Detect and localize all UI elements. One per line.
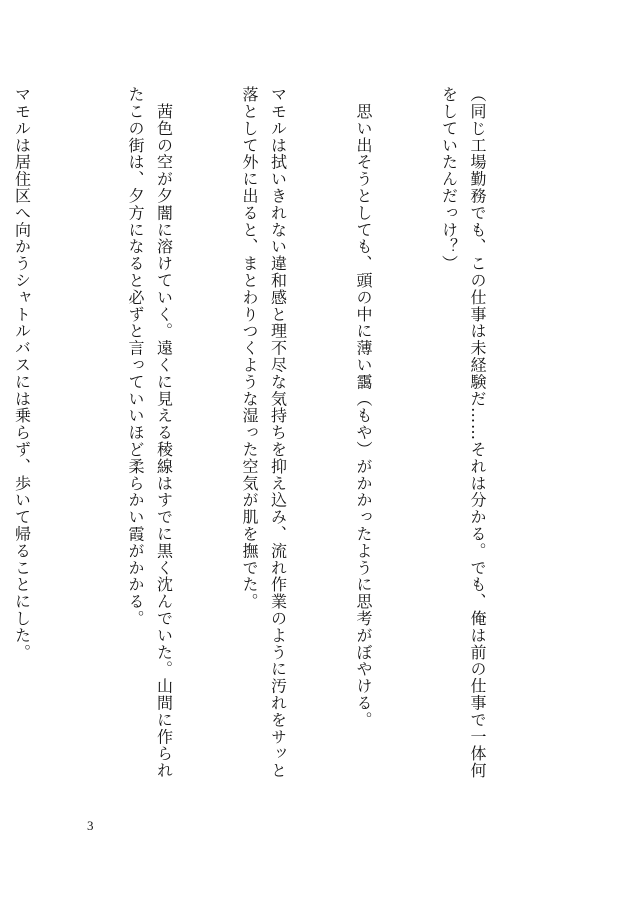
paragraph-leaving-work: マモルは拭いきれない違和感と理不尽な気持ちを抑え込み、流れ作業のように汚れをサッと落として外に出ると、まとわりつくような湿った空気が肌を撫でた。 [240,86,288,779]
paragraph-walk-home: マモルは居住区へ向かうシャトルバスには乗らず、歩いて帰ることにした。 [12,86,32,661]
paragraph-evening-sky: 茜色の空が夕闇に溶けていく。遠くに見える稜線はすでに黒く沈んでいた。山間に作られたこの街は、夕方になると必ずと言っていいほど柔らかい霞がかかる。 [126,86,174,779]
paragraph-recall: 思い出そうとしても、頭の中に薄い靄（もや）がかかったように思考がぼやける。 [354,86,373,729]
page-number: 3 [87,818,94,833]
paragraph-inner-thought-1: （同じ工場勤務でも、この仕事は未経験だ……それは分かる。でも、俺は前の仕事で一体何をしていたんだっけ？） [439,86,487,779]
vertical-text-body [12,86,548,786]
